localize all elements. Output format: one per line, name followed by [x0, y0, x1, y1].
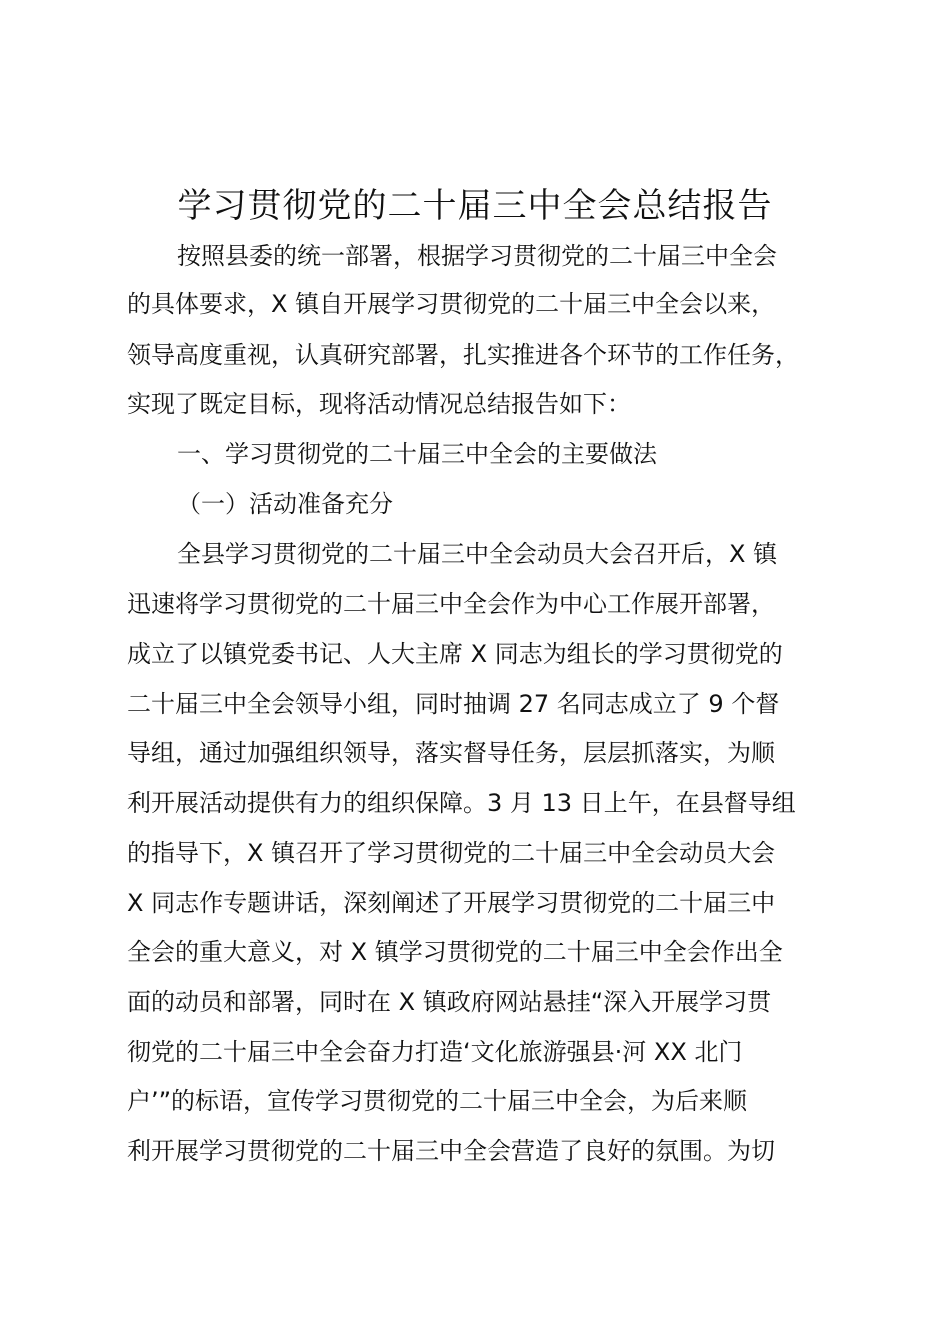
paragraph-line: 彻党的二十届三中全会奋力打造‘文化旅游强县·河 XX 北门 [127, 1038, 743, 1066]
paragraph-line: 利开展学习贯彻党的二十届三中全会营造了良好的氛围。为切 [127, 1137, 775, 1165]
paragraph-line: 二十届三中全会领导小组，同时抽调 27 名同志成立了 9 个督 [127, 690, 780, 718]
paragraph-line: 的指导下，X 镇召开了学习贯彻党的二十届三中全会动员大会 [127, 839, 776, 867]
paragraph-line: 利开展活动提供有力的组织保障。3 月 13 日上午，在县督导组 [127, 789, 796, 817]
paragraph-line: 户’”的标语，宣传学习贯彻党的二十届三中全会，为后来顺 [127, 1087, 748, 1115]
subsection-heading: （一）活动准备充分 [177, 490, 393, 518]
paragraph-line: 成立了以镇党委书记、人大主席 X 同志为组长的学习贯彻党的 [127, 640, 783, 668]
paragraph-line: 领导高度重视，认真研究部署，扎实推进各个环节的工作任务， [127, 341, 799, 369]
paragraph-line: 全会的重大意义，对 X 镇学习贯彻党的二十届三中全会作出全 [127, 938, 783, 966]
paragraph-line: 导组，通过加强组织领导，落实督导任务，层层抓落实，为顺 [127, 739, 775, 767]
paragraph-line: 面的动员和部署，同时在 X 镇政府网站悬挂“深入开展学习贯 [127, 988, 772, 1016]
section-heading: 一、学习贯彻党的二十届三中全会的主要做法 [177, 440, 657, 468]
paragraph-line: 实现了既定目标，现将活动情况总结报告如下： [127, 390, 631, 418]
paragraph-line: X 同志作专题讲话，深刻阐述了开展学习贯彻党的二十届三中 [127, 889, 776, 917]
paragraph-line: 的具体要求，X 镇自开展学习贯彻党的二十届三中全会以来， [127, 290, 776, 318]
paragraph-line: 迅速将学习贯彻党的二十届三中全会作为中心工作展开部署， [127, 590, 775, 618]
paragraph-line: 全县学习贯彻党的二十届三中全会动员大会召开后，X 镇 [177, 540, 778, 568]
document-title: 学习贯彻党的二十届三中全会总结报告 [177, 186, 773, 226]
paragraph-line: 按照县委的统一部署，根据学习贯彻党的二十届三中全会 [177, 242, 777, 270]
